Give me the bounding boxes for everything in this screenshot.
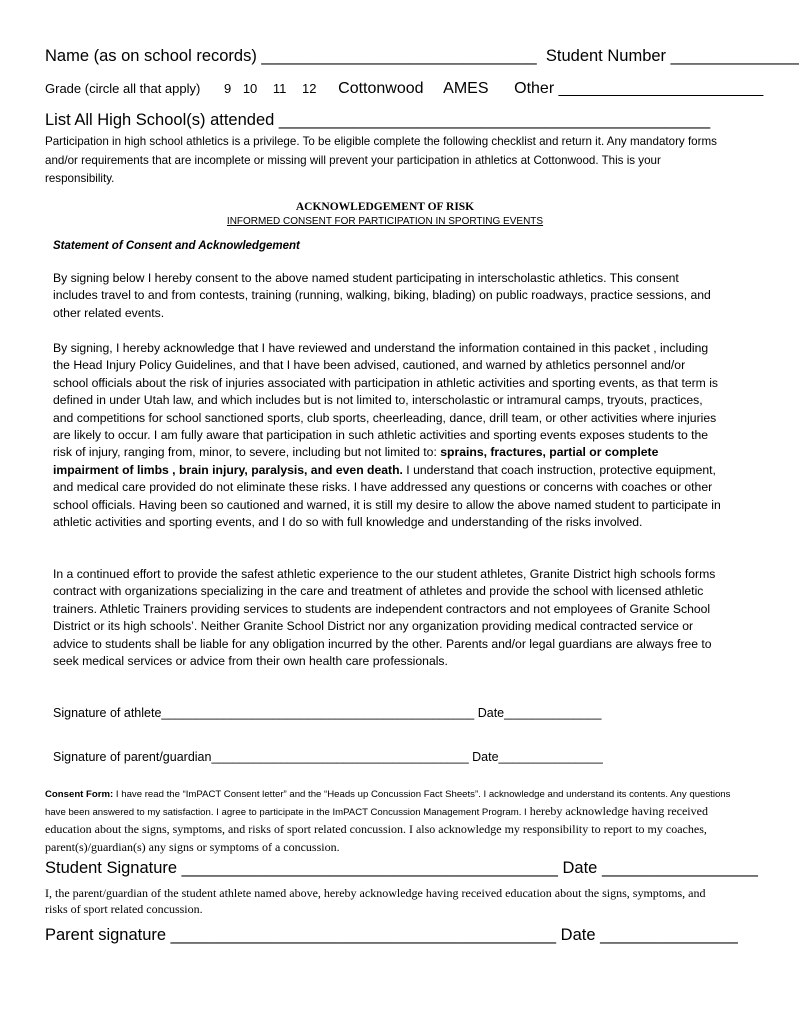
name-label: Name (as on school records) ______________________________: [45, 47, 537, 65]
acknowledgement-text-a: By signing, I hereby acknowledge that I have reviewed and understand the information contained in this packet , including the Head Injury Policy Guidelines, and that I have been advised, cautioned, and warned by athletics personnel and/or school officials about the risk of injuries associated with participation in athletic activities and sporting events, as that term is defined in under Utah law, and which includes but is not limited to, interscholastic or intramural camps, tryouts, practices, and competitions for school sanctioned sports, club sports, cheerleading, dance, drill team, or other activities where injuries are likely to occur. I am fully aware that participation in such athletic activities and sporting events exposes students to the risk of injury, ranging from, minor, to severe, including but not limited to:: [53, 341, 719, 460]
grade-option-9[interactable]: 9: [223, 81, 232, 96]
grade-line: [45, 80, 763, 98]
acknowledgement-risks-bold: sprains, fractures, partial or complete impairment of limbs , brain injury, paralysis, and even death.: [53, 445, 659, 477]
name-field-line[interactable]: [45, 47, 799, 66]
school-option-ames[interactable]: AMES: [443, 80, 489, 97]
acknowledgement-paragraph: [53, 340, 723, 531]
consent-form-text: I have read the “ImPACT Consent letter” and the “Heads up Concussion Fact Sheets”. I acknowledge and understand its contents. Any questions have been answered to my satisfaction. I agree to participate in the ImPACT Concussion Management Program. I: [45, 789, 731, 818]
grade-option-10[interactable]: 10: [242, 81, 258, 96]
grade-label: Grade (circle all that apply): [45, 81, 201, 96]
informed-consent-heading: INFORMED CONSENT FOR PARTICIPATION IN SPORTING EVENTS: [226, 216, 544, 227]
parent-signature-final-line[interactable]: Parent signature __________________________________________ Date _______________: [45, 926, 738, 944]
consent-form-label: Consent Form:: [45, 789, 114, 800]
guardian-acknowledgement-text: I, the parent/guardian of the student athlete named above, hereby acknowledge having received education about the signs, symptoms, and risks of sport related concussion.: [45, 886, 706, 916]
school-option-cottonwood[interactable]: Cottonwood: [338, 80, 424, 97]
athletic-trainers-paragraph: In a continued effort to provide the safest athletic experience to the our student athletes, Granite District high schools forms contract with organizations specializing in the care and treatment of athletes and provide the school with licensed athletic trainers. Athletic Trainers providing services to students are independent contractors and not employees of Granite School District or its high schools’. Neither Granite School District nor any organization providing medical contracted service or advice to students shall be liable for any obligation incurred by the other. Parents and/or legal guardians are always free to seek medical services or advice from their own health care professionals.: [53, 567, 716, 669]
parent-signature-line[interactable]: Signature of parent/guardian_____________________________________ Date_______________: [53, 750, 603, 764]
consent-form-acknowledgement: hereby acknowledge having received education about the signs, symptoms, and risks of sport related concussion. I also acknowledge my responsibility to report to my coaches, parent(s)/guardian(s) any signs or symptoms of a concussion.: [45, 804, 708, 854]
acknowledgement-heading: ACKNOWLEDGEMENT OF RISK: [295, 201, 475, 213]
school-option-other[interactable]: Other _______________________: [514, 80, 764, 97]
consent-form-section: [45, 787, 735, 857]
grade-option-12[interactable]: 12: [302, 81, 317, 96]
intro-paragraph: Participation in high school athletics is a privilege. To be eligible complete the following checklist and return it. Any mandatory forms and/or requirements that are incomplete or missing will prevent your participation in athletics at Cottonwood. This is your responsibility.: [45, 135, 717, 185]
athlete-signature-line[interactable]: Signature of athlete_____________________________________________ Date______________: [53, 706, 602, 720]
acknowledgement-text-b: I understand that coach instruction, protective equipment, and medical care provided do not eliminate these risks. I have addressed any questions or concerns with coaches or other school officials. Having been so cautioned and warned, it is still my desire to allow the above named student to participate in athletic activities and sporting events, and I do so with full knowledge and understanding of the risks involved.: [53, 462, 721, 530]
student-number-label: Student Number ______________: [545, 47, 799, 65]
student-signature-line[interactable]: Student Signature _________________________________________ Date _________________: [45, 859, 758, 877]
statement-heading: Statement of Consent and Acknowledgement: [53, 240, 300, 252]
grade-option-11[interactable]: 11: [272, 81, 287, 96]
schools-attended-line[interactable]: List All High School(s) attended _______________________________________________: [45, 111, 711, 129]
consent-paragraph: By signing below I hereby consent to the above named student participating in interscholastic athletics. This consent includes travel to and from contests, training (running, walking, biking, blading) on public roadways, practice sessions, and other related events.: [53, 271, 711, 320]
